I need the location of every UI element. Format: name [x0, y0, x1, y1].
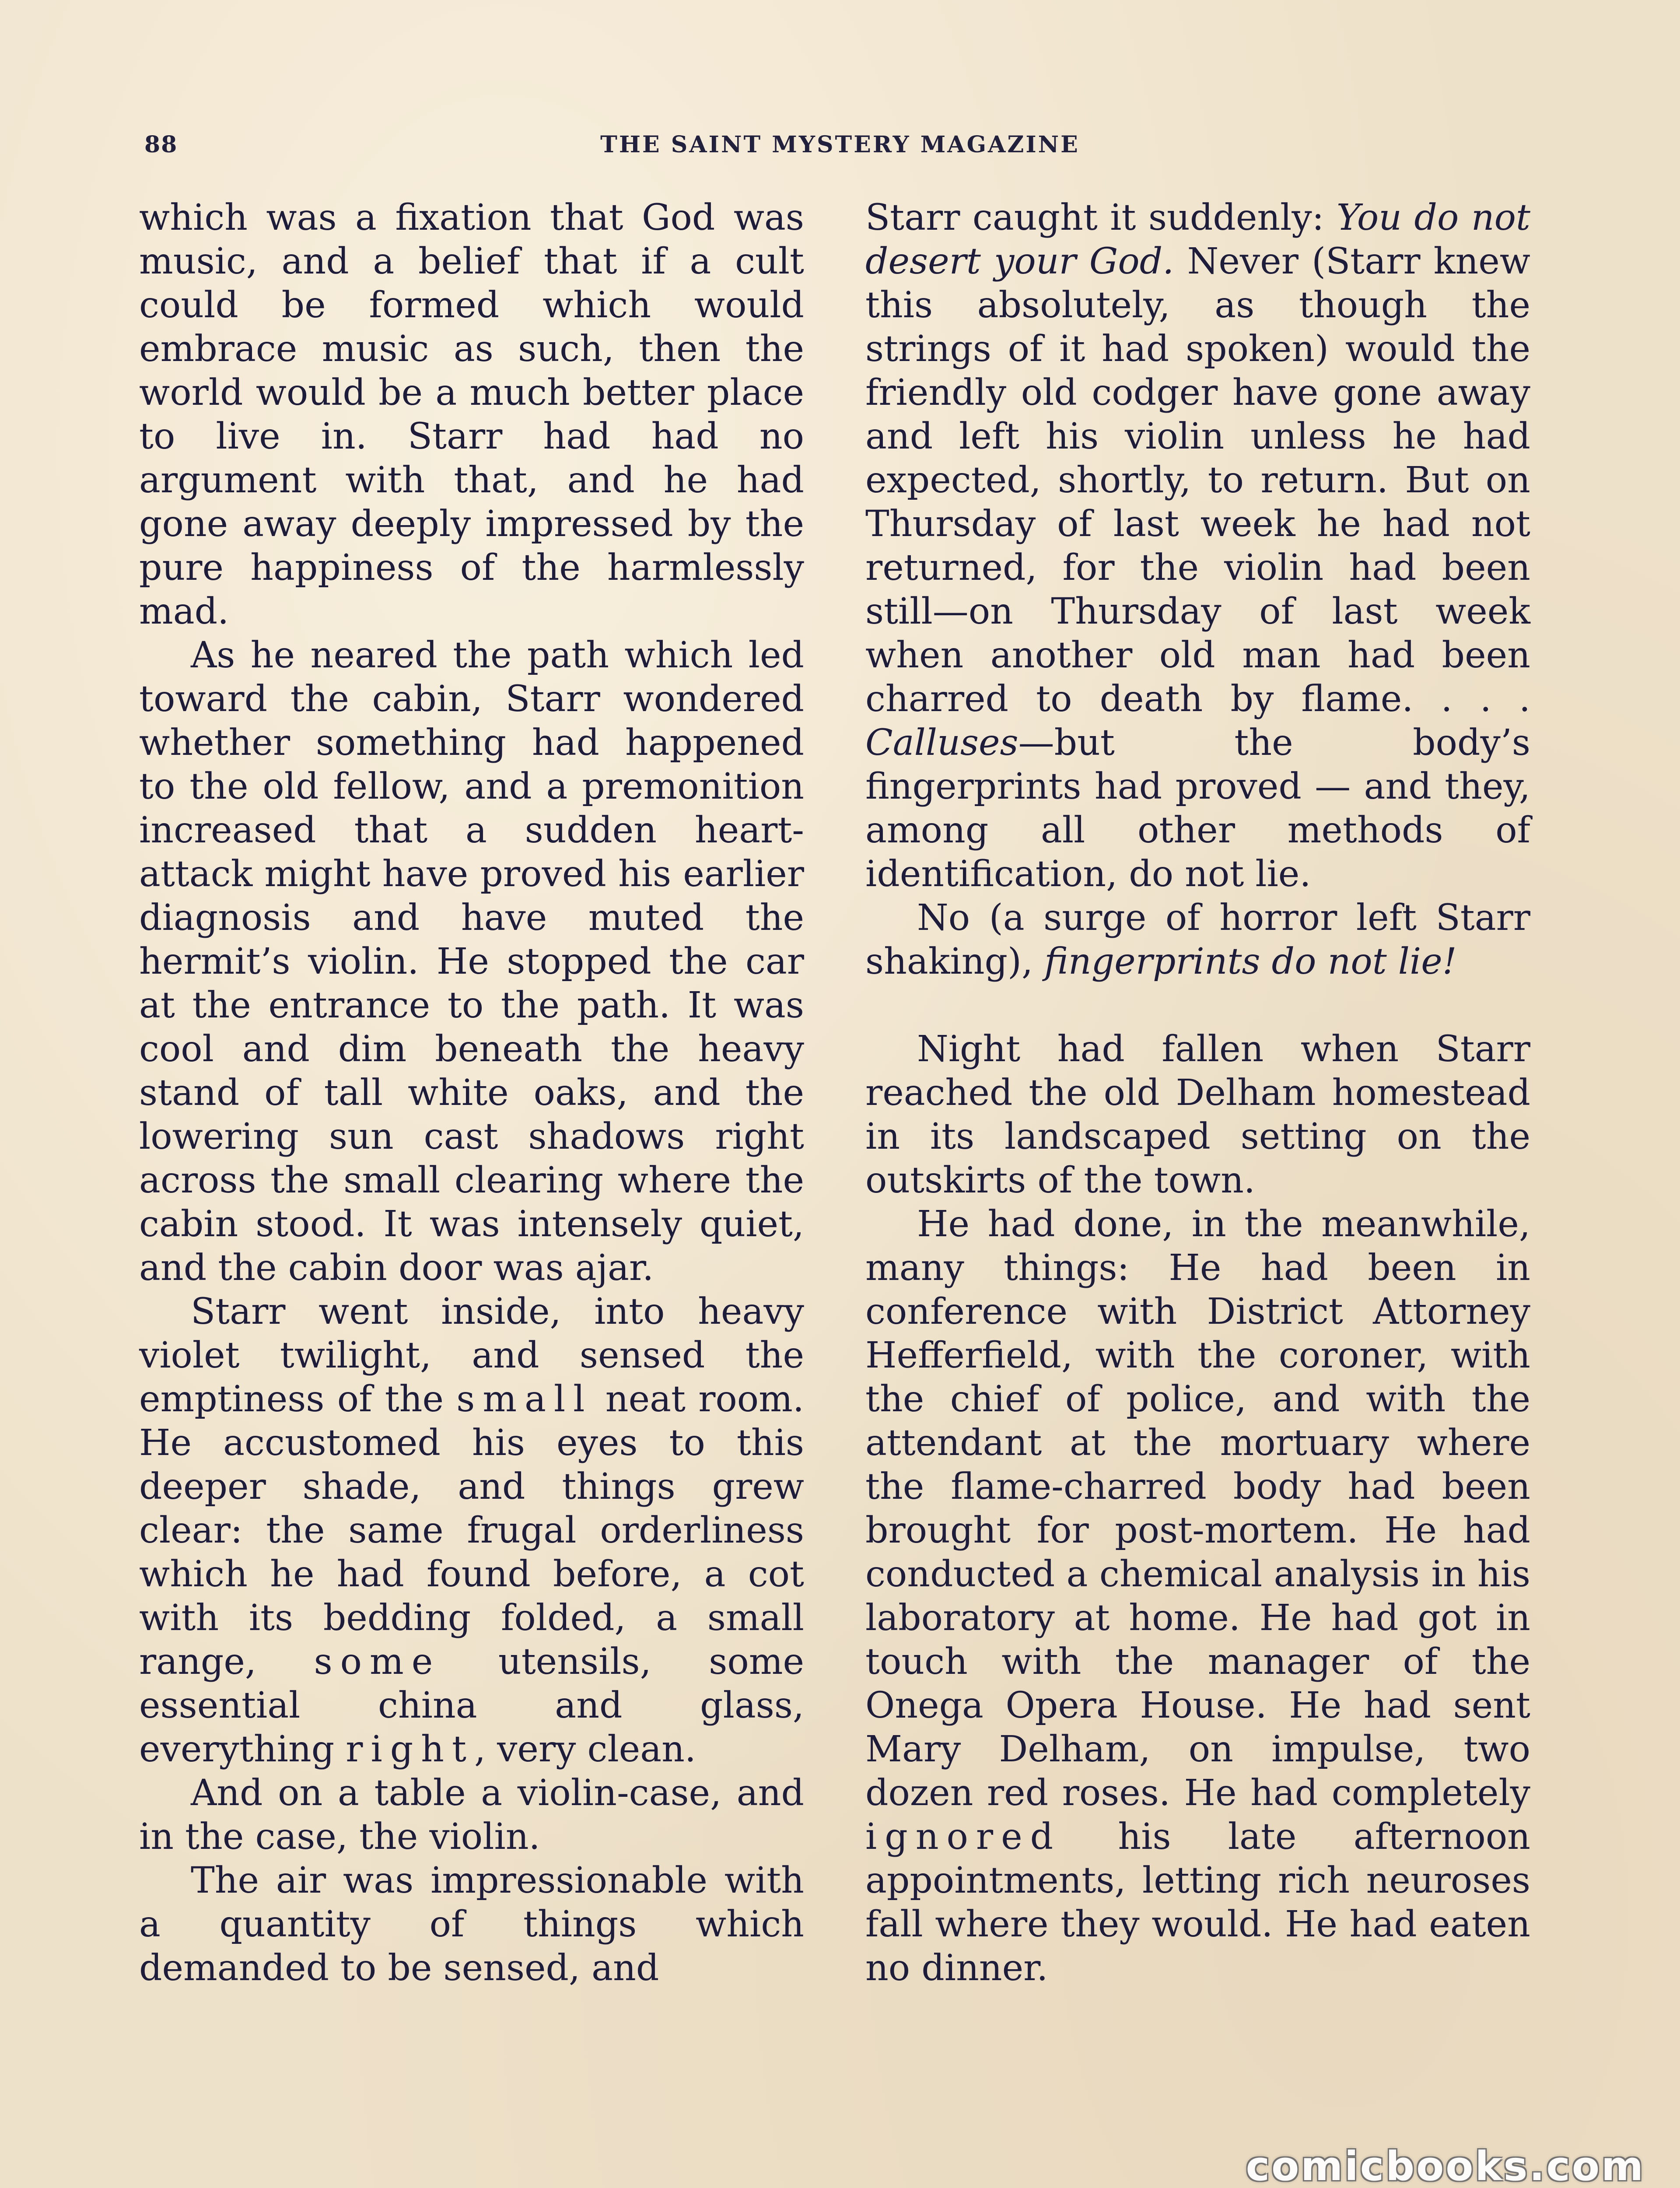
italic-text: Calluses — [865, 722, 1018, 764]
paragraph — [865, 1203, 1530, 1990]
text-run: Starr went inside, into heavy violet twilight, and sensed the emptiness of the — [139, 1291, 804, 1420]
section-break — [865, 984, 1530, 1027]
spaced-word: ignored — [865, 1816, 1061, 1858]
paragraph — [139, 1290, 804, 1771]
page-number: 88 — [144, 131, 178, 158]
text-run: neat room. He accustomed his eyes to this deeper shade, and things grew clear: the same frugal orderliness which he had found before, a cot with its bedding folded, a small range, — [139, 1378, 804, 1683]
spaced-word: right — [346, 1729, 474, 1770]
italic-text: You do not desert your God. — [865, 197, 1531, 282]
text-run: , very clean. — [474, 1729, 696, 1770]
paragraph: The air was impressionable with a quantity of things which demanded to be sensed, and — [139, 1860, 804, 1989]
paragraph: And on a table a violin-case, and in the case, the violin. — [139, 1772, 804, 1858]
text-run: No (a surge of horror left Starr shaking), — [865, 897, 1530, 982]
text-run: He had done, in the meanwhile, many things: He had been in conference with District Attorney Hefferfield, with the coroner, with the chief of police, and with the attendant at the mortuary where the flame-charred body had been brought for post-mortem. He had conducted a chemical analysis in his laboratory at home. He had got in touch with the manager of the Onega Opera House. He had sent Mary Delham, on impulse, two dozen red roses. He had completely — [865, 1203, 1530, 1814]
right-column — [865, 196, 1530, 1990]
spaced-word: small — [456, 1378, 593, 1420]
running-head: THE SAINT MYSTERY MAGAZINE — [600, 131, 1080, 158]
left-column — [139, 196, 804, 1990]
italic-text: fingerprints do not lie! — [1044, 941, 1457, 982]
page-header — [144, 131, 1536, 166]
paragraph — [865, 196, 1530, 896]
text-run: utensils, some essential china and glass, everything — [139, 1641, 804, 1770]
text-run: his late afternoon appointments, letting rich neuroses fall where they would. He had eaten no dinner. — [865, 1816, 1530, 1989]
watermark-logo: comicbooks.com — [1246, 2143, 1645, 2188]
paragraph: Night had fallen when Starr reached the old Delham homestead in its landscaped setting on the outskirts of the town. — [865, 1028, 1530, 1201]
text-run: Never (Starr knew this absolutely, as though the strings of it had spoken) would the friendly old codger have gone away and left his violin unless he had expected, shortly, to return. But on Thursday of last week he had not returned, for the violin had been still—on Thursday of last week when another old man had been charred to death by flame. . . . — [865, 241, 1530, 720]
spaced-word: some — [314, 1641, 441, 1683]
text-run: —but the body’s fingerprints had proved — and they, among all other methods of identification, do not lie. — [865, 722, 1530, 895]
paragraph: which was a fixation that God was music, and a belief that if a cult could be formed which would embrace music as such, then the world would be a much better place to live in. Starr had had no argument with that, and he had gone away deeply impressed by the pure happiness of the harmlessly mad. — [139, 197, 804, 632]
text-run: Starr caught it suddenly: — [865, 197, 1337, 238]
paragraph — [865, 896, 1530, 984]
paragraph: As he neared the path which led toward the cabin, Starr wondered whether something had happened to the old fellow, and a premonition increased that a sudden heart-attack might have proved his earlier diagnosis and have muted the hermit’s violin. He stopped the car at the entrance to the path. It was cool and dim beneath the heavy stand of tall white oaks, and the lowering sun cast shadows right across the small clearing where the cabin stood. It was intensely quiet, and the cabin door was ajar. — [139, 635, 804, 1289]
